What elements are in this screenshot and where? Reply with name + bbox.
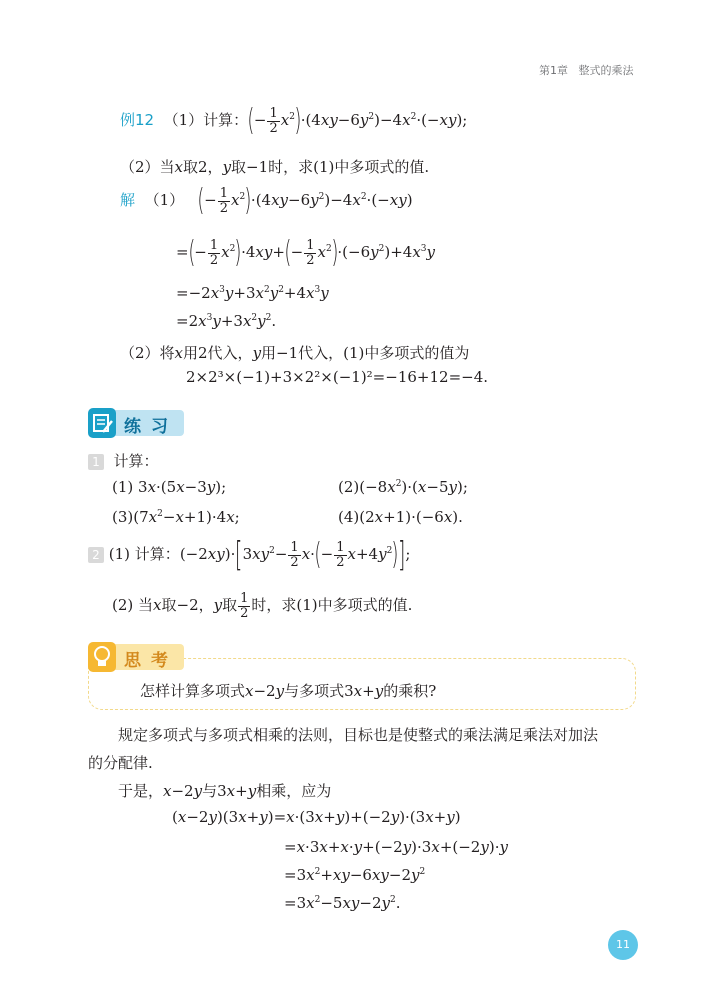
- practice-q1-item-2: $(2)(-8x^2)\cdot(x-5y)$;: [338, 478, 468, 496]
- expansion-line-4: $=3x^2-5xy-2y^2$.: [284, 894, 401, 912]
- expansion-line-2: =x·3x+x·y+(−2y)·3x+(−2y)·y: [284, 838, 508, 856]
- think-question: 怎样计算多项式x−2y与多项式3x+y的乘积?: [140, 682, 437, 700]
- example-part1-prefix: （1）计算：: [163, 111, 249, 129]
- example-label: 例12: [120, 111, 155, 129]
- think-title: 思考: [124, 651, 178, 671]
- solution-part2-line: （2）将x用2代入，y用−1代入，(1)中多项式的值为: [120, 344, 470, 362]
- body-paragraph-1-cont: 的分配律.: [88, 754, 153, 772]
- calc-line: 2×2³×(−1)+3×2²×(−1)²=−16+12=−4.: [186, 368, 489, 386]
- chapter-header: [539, 62, 634, 78]
- chapter-title: 整式的乘法: [578, 64, 634, 77]
- practice-q1-item-4: (4)(2x+1)·(−6x).: [338, 508, 463, 526]
- practice-q1-item-3: $(3)(7x^2-x+1)\cdot 4x$;: [112, 508, 240, 526]
- pencil-icon: [88, 408, 116, 438]
- question-number-badge: 1: [88, 454, 104, 470]
- solution-line-4: $=2x^3y+3x^2y^2$.: [176, 312, 277, 330]
- question-number-badge: 2: [88, 547, 104, 563]
- example-line-1: 例12 （1）计算：(− $\frac{1}{2}$ $x^2)\cdot(4xy-6y^2)-4x^2\cdot(-xy)$;: [120, 103, 468, 138]
- body-paragraph-1: 规定多项式与多项式相乘的法则，目标也是使整式的乘法满足乘法对加法: [118, 726, 599, 744]
- practice-q1: 1 计算：: [88, 450, 159, 471]
- expansion-line-1: (x−2y)(3x+y)=x·(3x+y)+(−2y)·(3x+y): [172, 808, 461, 826]
- practice-q1-item-1: (1) 3x·(5x−3y);: [112, 478, 227, 496]
- solution-line-1: 解 （1） (− $\frac{1}{2}$ $x^2)\cdot(4xy-6y^2)-4x^2\cdot(-xy)$: [120, 183, 413, 218]
- body-paragraph-2: 于是，x−2y与3x+y相乘，应为: [118, 782, 332, 800]
- practice-q2-line-1: 2 (1) 计算：$(-2xy)\cdot[3xy^2-$ $\frac{1}{2}$ x·(− $\frac{1}{2}$ $x+4y^2$)];: [88, 538, 410, 572]
- lightbulb-icon: [88, 642, 116, 672]
- expansion-line-3: $=3x^2+xy-6xy-2y^2$: [284, 866, 426, 884]
- solution-line-3: $=-2x^3y+3x^2y^2+4x^3y$: [176, 284, 329, 302]
- solution-label: 解: [120, 191, 136, 209]
- chapter-number: 第1章: [539, 64, 568, 77]
- example-line-2: （2）当x取2，y取−1时，求(1)中多项式的值.: [120, 158, 430, 176]
- practice-q2-line-2: (2) 当x取−2，y取 $\frac{1}{2}$ 时，求(1)中多项式的值.: [112, 591, 413, 621]
- practice-title: 练习: [124, 417, 178, 437]
- page-number: 11: [608, 930, 638, 960]
- solution-line-2: =(− $\frac{1}{2}$ $x^2)\cdot 4xy+(-$ $\frac{1}{2}$ $x^2)\cdot(-6y^2)+4x^3y$: [176, 235, 436, 270]
